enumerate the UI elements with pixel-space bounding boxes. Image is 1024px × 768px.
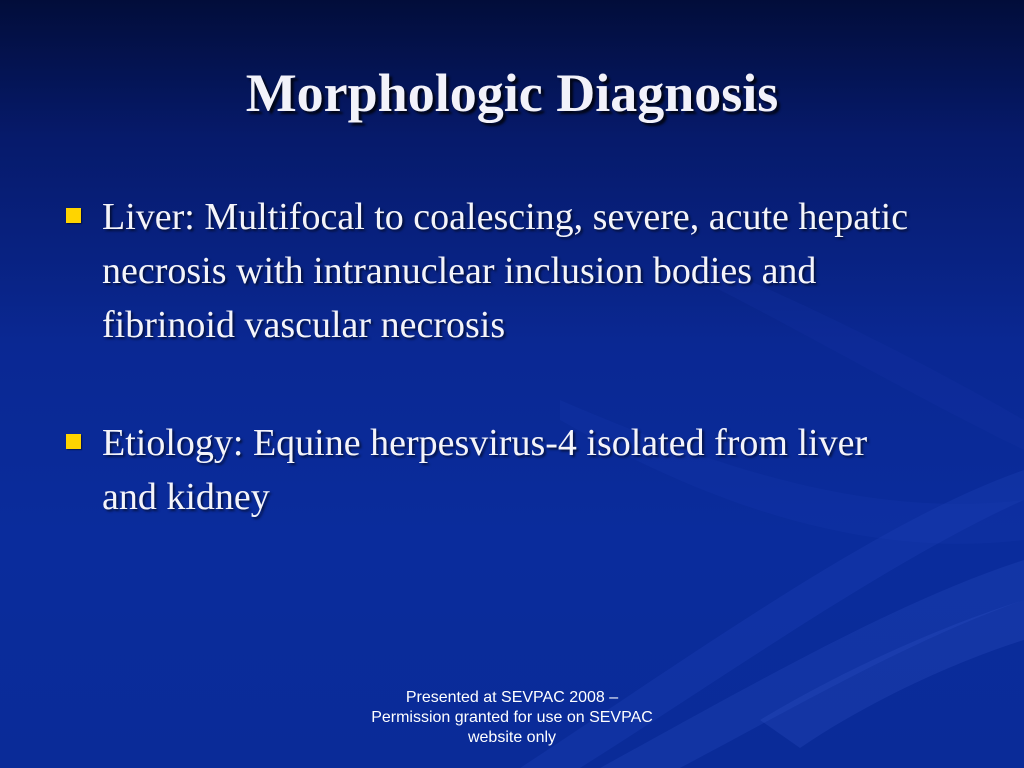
bullet-item-etiology [60, 416, 920, 524]
bullet-list [60, 190, 920, 524]
footer-line: Presented at SEVPAC 2008 – [405, 689, 619, 706]
slide-title: Morphologic Diagnosis [245, 63, 779, 123]
square-bullet-icon [66, 208, 81, 223]
bullet-text: Etiology: Equine herpesvirus-4 isolated from liver and kidney [102, 422, 868, 518]
bullet-text: Liver: Multifocal to coalescing, severe, acute hepatic necrosis with intranuclear inclusion bodies and fibrinoid vascular necrosis [102, 196, 909, 346]
bullet-item-liver [60, 190, 920, 352]
footer-line: Permission granted for use on SEVPAC [371, 709, 653, 726]
footer-line: website only [467, 729, 557, 746]
square-bullet-icon [66, 434, 81, 449]
footer-note [342, 688, 682, 748]
